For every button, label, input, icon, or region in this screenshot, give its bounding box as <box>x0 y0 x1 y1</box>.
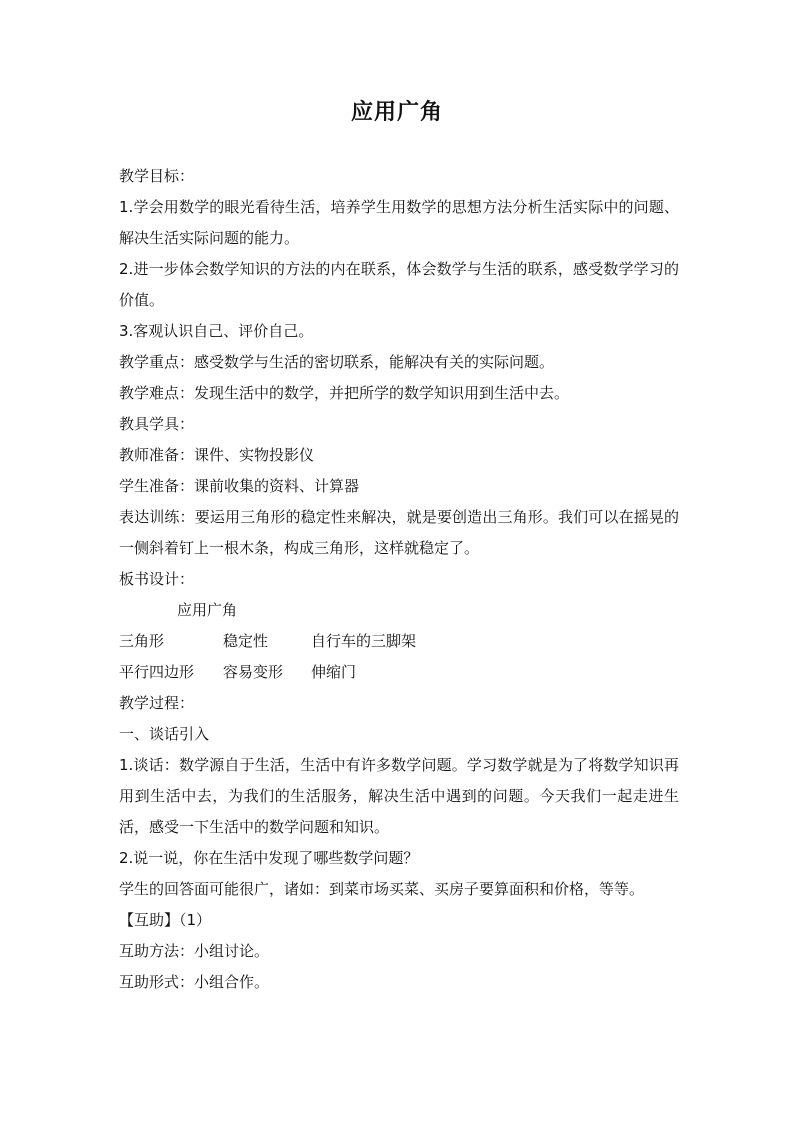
process-heading: 教学过程： <box>119 694 195 712</box>
board-cell: 容易变形 <box>223 663 284 681</box>
tools-heading: 教具学具： <box>119 415 195 433</box>
document-body <box>119 161 679 998</box>
board-cell: 三角形 <box>119 632 165 650</box>
difficulty: 教学难点：发现生活中的数学，并把所学的数学知识用到生活中去。 <box>119 384 570 402</box>
help-method: 互助方法：小组讨论。 <box>119 942 270 960</box>
section-1-heading: 一、谈话引入 <box>119 725 210 743</box>
objective-3: 3.客观认识自己、评价自己。 <box>119 322 314 340</box>
talk-2: 2.说一说，你在生活中发现了哪些数学问题？ <box>119 849 419 867</box>
expression-training: 表达训练：要运用三角形的稳定性来解决，就是要创造出三角形。我们可以在摇晃的一侧斜着钉上一根木条，构成三角形，这样就稳定了。 <box>119 508 679 557</box>
board-row-2 <box>119 657 679 688</box>
objective-2: 2.进一步体会数学知识的方法的内在联系，体会数学与生活的联系，感受数学学习的价值。 <box>119 260 679 309</box>
board-cell: 稳定性 <box>223 632 269 650</box>
help-form: 互助形式：小组合作。 <box>119 973 270 991</box>
objectives-heading: 教学目标： <box>119 167 195 185</box>
student-answer: 学生的回答面可能很广，诸如：到菜市场买菜、买房子要算面积和价格，等等。 <box>119 880 645 898</box>
page-title: 应用广角 <box>350 100 443 125</box>
board-cell: 伸缩门 <box>311 663 357 681</box>
key-point: 教学重点：感受数学与生活的密切联系，能解决有关的实际问题。 <box>119 353 555 371</box>
objective-1: 1.学会用数学的眼光看待生活，培养学生用数学的思想方法分析生活实际中的问题、解决生活实际问题的能力。 <box>119 198 679 247</box>
board-row-1 <box>119 626 679 657</box>
student-prep: 学生准备：课前收集的资料、计算器 <box>119 477 360 495</box>
talk-1: 1.谈话：数学源自于生活，生活中有许多数学问题。学习数学就是为了将数学知识再用到生活中去，为我们的生活服务，解决生活中遇到的问题。今天我们一起走进生活，感受一下生活中的数学问题和知识。 <box>119 756 679 836</box>
board-title: 应用广角 <box>177 601 238 619</box>
board-cell: 平行四边形 <box>119 663 195 681</box>
teacher-prep: 教师准备：课件、实物投影仪 <box>119 446 315 464</box>
help-label: 【互助】（1） <box>119 911 212 929</box>
board-cell: 自行车的三脚架 <box>311 632 417 650</box>
board-heading: 板书设计： <box>119 570 195 588</box>
